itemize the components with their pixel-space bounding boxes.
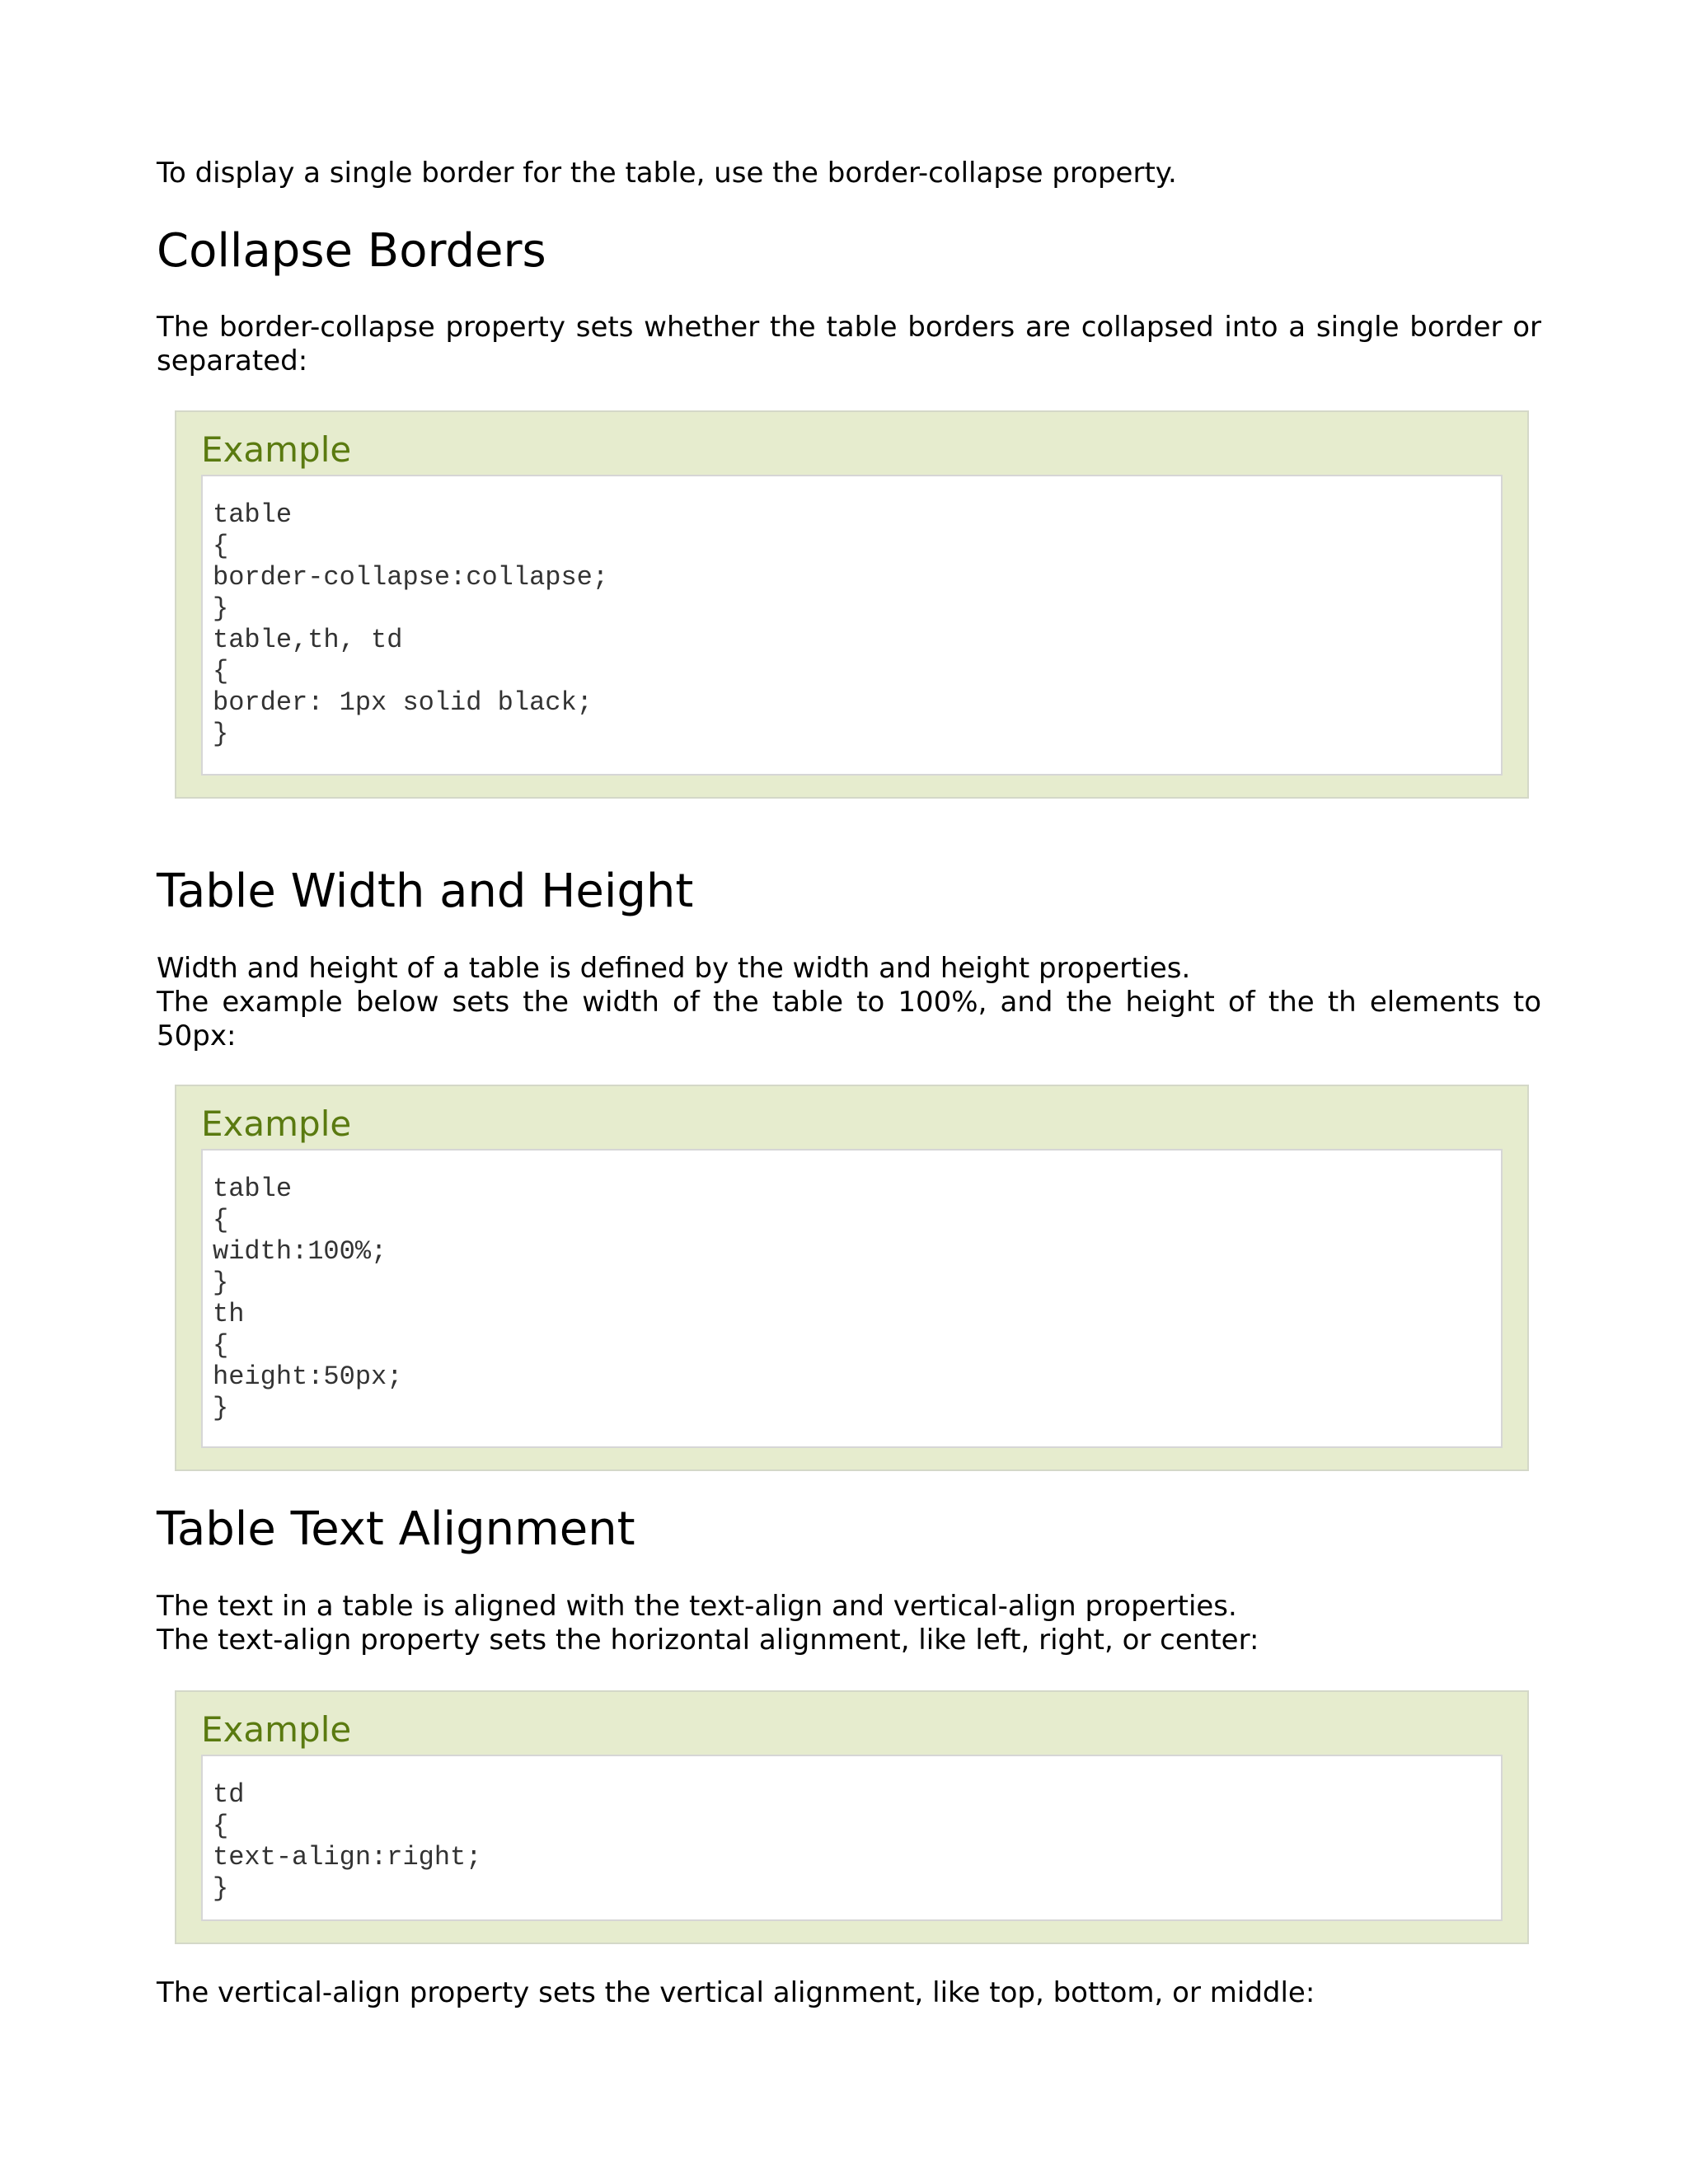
heading-width-height: Table Width and Height [157, 865, 694, 918]
alignment-paragraph-1: The text in a table is aligned with the text-align and vertical-align properties. [157, 1590, 1237, 1623]
code-line: td [213, 1779, 245, 1810]
code-line: { [213, 1205, 229, 1235]
heading-collapse-borders: Collapse Borders [157, 224, 546, 278]
code-line: } [213, 593, 229, 624]
code-block-text-align [201, 1755, 1503, 1921]
code-block-width-height [201, 1149, 1503, 1448]
code-line: height:50px; [213, 1361, 403, 1392]
code-line: text-align:right; [213, 1842, 482, 1872]
vertical-align-paragraph: The vertical-align property sets the vertical alignment, like top, bottom, or middle: [157, 1976, 1315, 2009]
code-line: } [213, 1268, 229, 1298]
code-line: table [213, 1174, 293, 1204]
width-height-paragraph-2: The example below sets the width of the table to 100%, and the height of the th elements to 50px: [157, 986, 1541, 1052]
code-line: { [213, 1811, 229, 1841]
example-title: Example [201, 1709, 352, 1750]
code-line: table,th, td [213, 625, 403, 655]
example-title: Example [201, 1104, 352, 1144]
heading-text-alignment: Table Text Alignment [157, 1502, 635, 1556]
code-line: width:100%; [213, 1236, 387, 1267]
code-line: border-collapse:collapse; [213, 562, 609, 593]
example-box-collapse [175, 410, 1529, 799]
code-line: th [213, 1299, 245, 1329]
code-line: { [213, 531, 229, 561]
code-line: { [213, 656, 229, 687]
code-line: border: 1px solid black; [213, 687, 593, 718]
code-line: } [213, 1393, 229, 1423]
example-box-width-height [175, 1085, 1529, 1471]
example-box-text-align [175, 1690, 1529, 1944]
width-height-paragraph-1: Width and height of a table is defined by the width and height properties. [157, 952, 1191, 985]
alignment-paragraph-2: The text-align property sets the horizontal alignment, like left, right, or center: [157, 1624, 1259, 1657]
code-line: { [213, 1330, 229, 1361]
code-line: } [213, 719, 229, 749]
code-line: } [213, 1873, 229, 1904]
collapse-paragraph: The border-collapse property sets whether the table borders are collapsed into a single border or separated: [157, 311, 1541, 377]
intro-text: To display a single border for the table, use the border-collapse property. [157, 157, 1177, 190]
code-line: table [213, 499, 293, 530]
code-block-collapse [201, 475, 1503, 776]
example-title: Example [201, 429, 352, 470]
